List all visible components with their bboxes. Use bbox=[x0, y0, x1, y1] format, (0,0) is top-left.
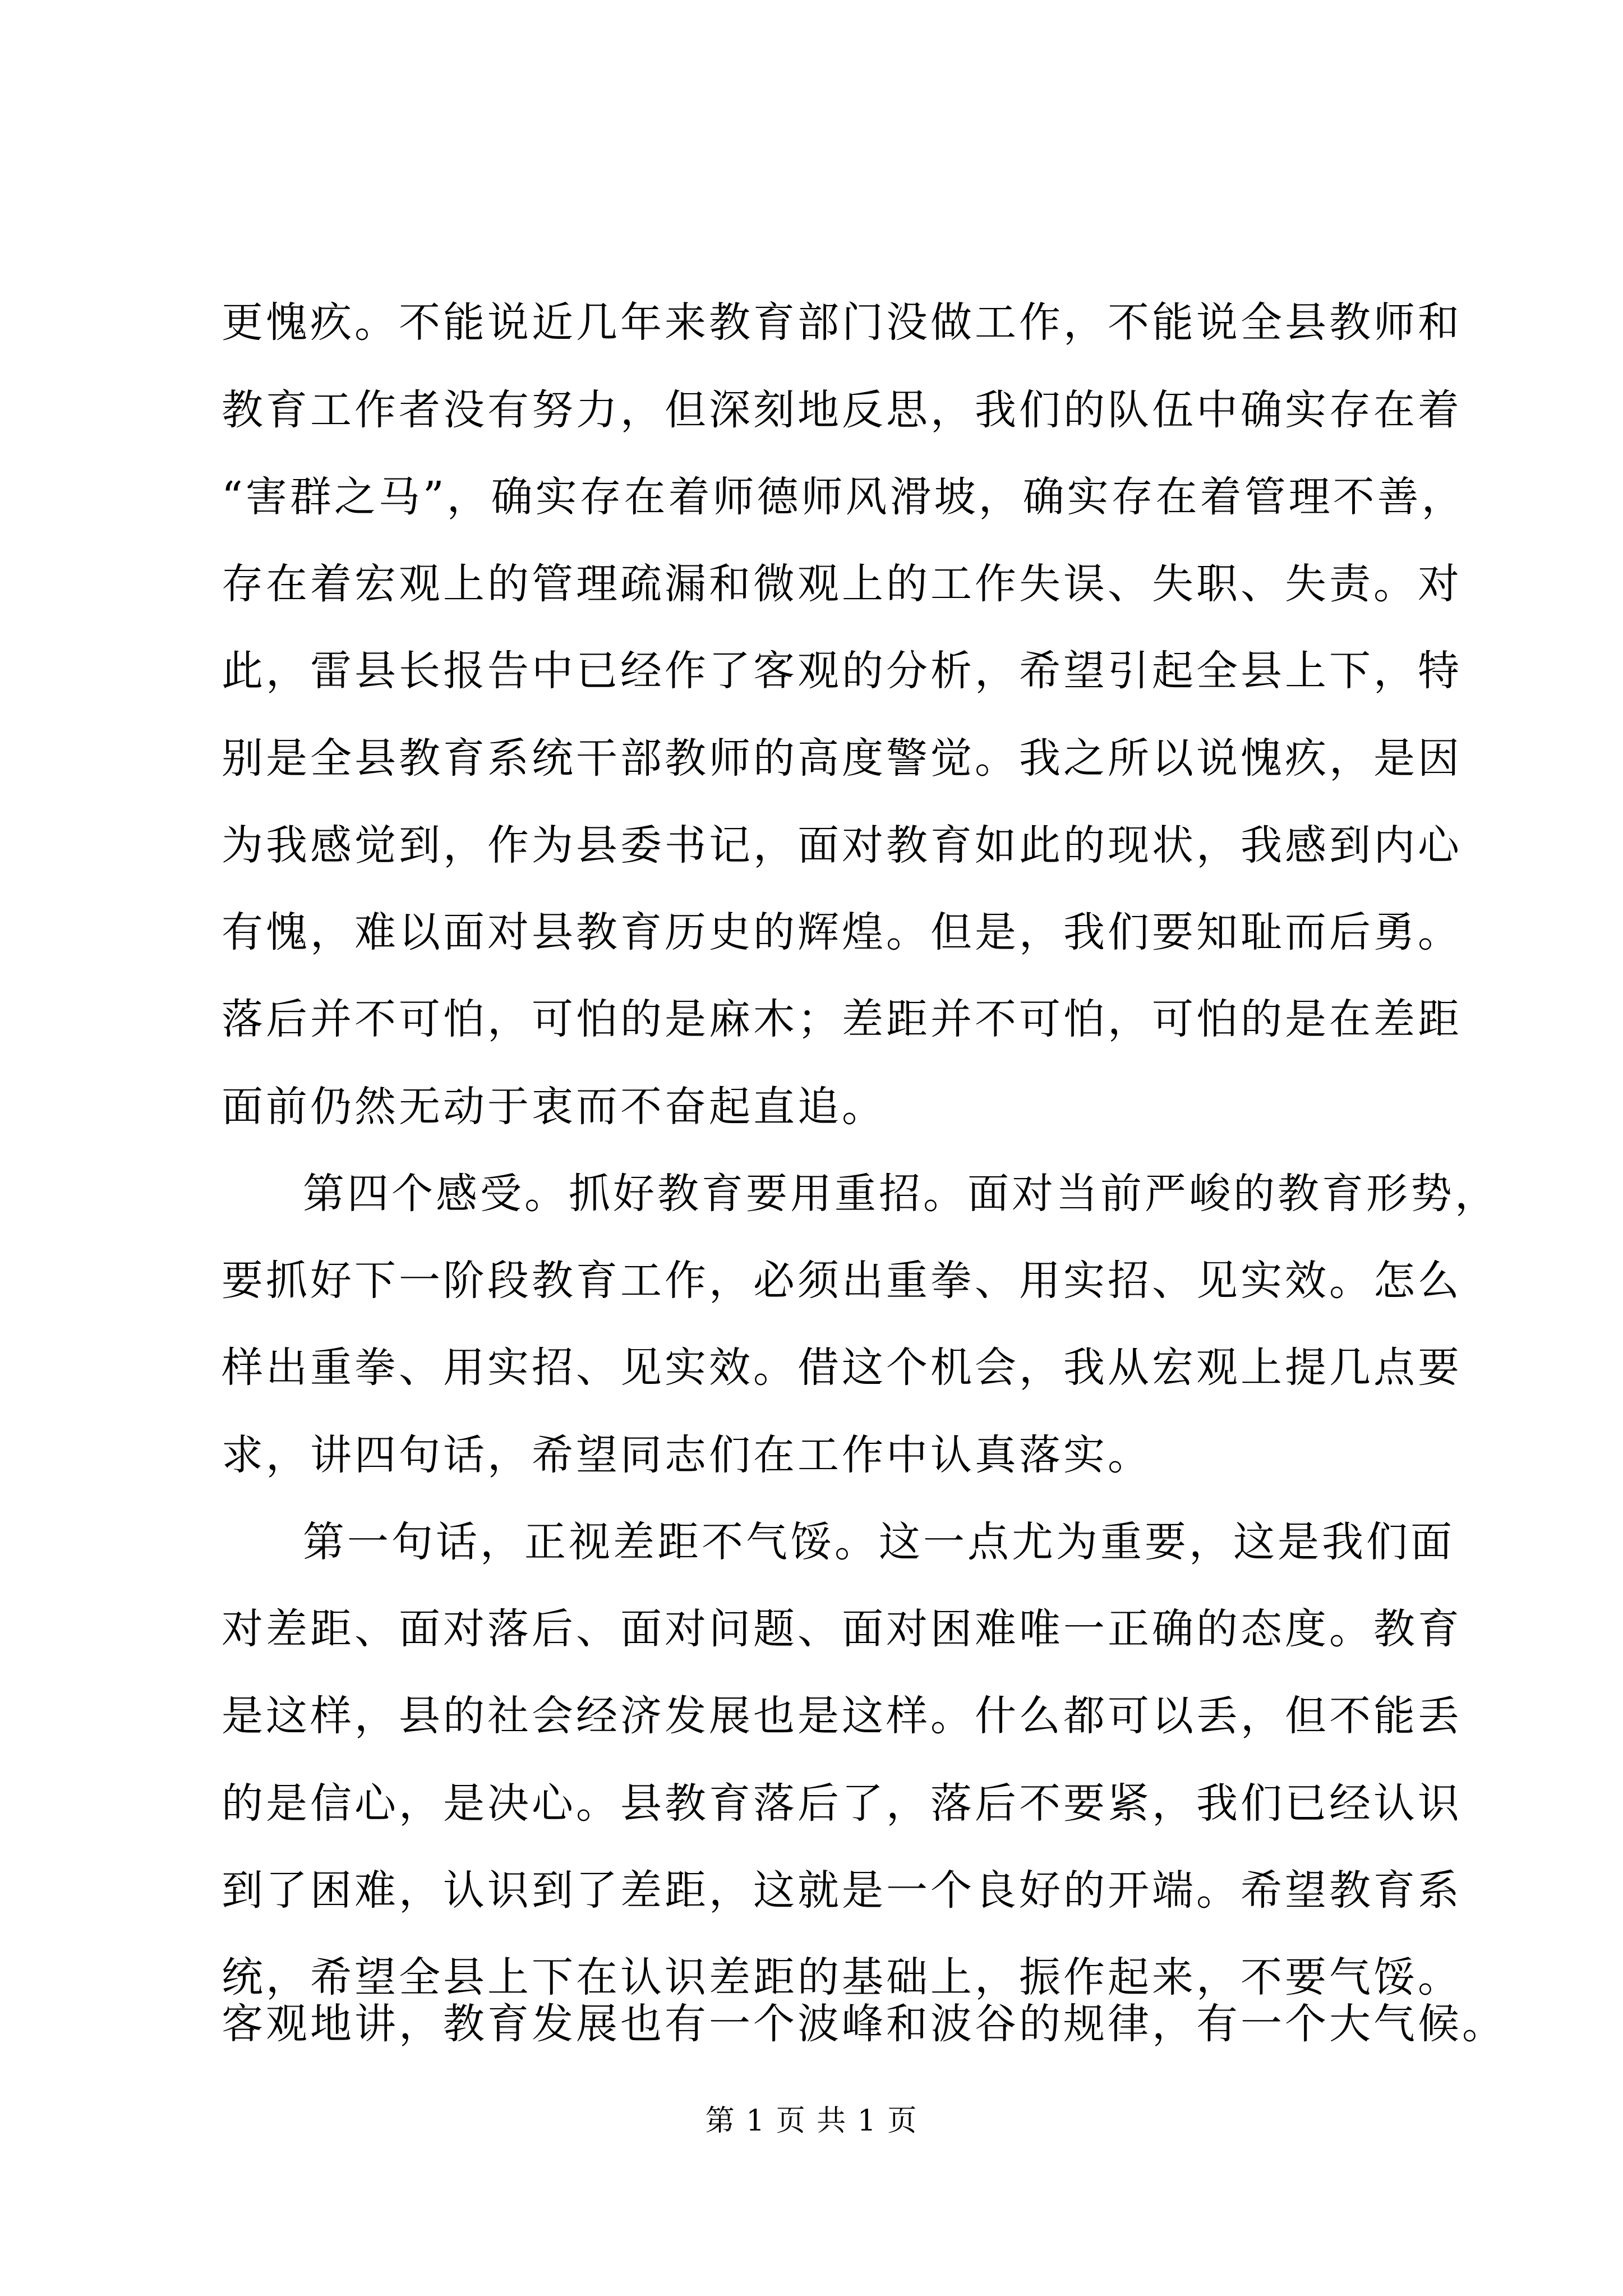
text-line: 面前仍然无动于衷而不奋起直追。 bbox=[222, 1083, 886, 1131]
page-footer: 第 1 页 共 1 页 bbox=[705, 2104, 918, 2138]
text-line: 更愧疚。不能说近几年来教育部门没做工作，不能说全县教师和 bbox=[222, 298, 1462, 347]
text-line: 存在着宏观上的管理疏漏和微观上的工作失误、失职、失责。对 bbox=[222, 560, 1462, 608]
text-line: 要抓好下一阶段教育工作，必须出重拳、用实招、见实效。怎么 bbox=[222, 1257, 1462, 1305]
text-line: “害群之马”，确实存在着师德师风滑坡，确实存在着管理不善， bbox=[222, 473, 1466, 521]
text-line: 教育工作者没有努力，但深刻地反思，我们的队伍中确实存在着 bbox=[222, 386, 1462, 434]
text-line: 样出重拳、用实招、见实效。借这个机会，我从宏观上提几点要 bbox=[222, 1343, 1462, 1392]
text-line: 为我感觉到，作为县委书记，面对教育如此的现状，我感到内心 bbox=[222, 821, 1462, 869]
text-line: 到了困难，认识到了差距，这就是一个良好的开端。希望教育系 bbox=[222, 1866, 1462, 1915]
text-line: 有愧，难以面对县教育历史的辉煌。但是，我们要知耻而后勇。 bbox=[222, 908, 1462, 956]
text-line: 对差距、面对落后、面对问题、面对困难唯一正确的态度。教育 bbox=[222, 1605, 1462, 1653]
text-line: 客观地讲，教育发展也有一个波峰和波谷的规律，有一个大气候。 bbox=[222, 2000, 1506, 2048]
paragraph-first-line: 第四个感受。抓好教育要用重招。面对当前严峻的教育形势， bbox=[303, 1170, 1499, 1218]
text-line: 此，雷县长报告中已经作了客观的分析，希望引起全县上下，特 bbox=[222, 647, 1462, 695]
text-line: 统，希望全县上下在认识差距的基础上，振作起来，不要气馁。 bbox=[222, 1953, 1462, 2001]
text-line: 别是全县教育系统干部教师的高度警觉。我之所以说愧疚，是因 bbox=[222, 734, 1462, 783]
text-line: 是这样，县的社会经济发展也是这样。什么都可以丢，但不能丢 bbox=[222, 1692, 1462, 1740]
text-line: 的是信心，是决心。县教育落后了，落后不要紧，我们已经认识 bbox=[222, 1779, 1462, 1828]
paragraph-first-line: 第一句话，正视差距不气馁。这一点尤为重要，这是我们面 bbox=[303, 1518, 1455, 1566]
text-line: 求，讲四句话，希望同志们在工作中认真落实。 bbox=[222, 1431, 1152, 1479]
text-line: 落后并不可怕，可怕的是麻木；差距并不可怕，可怕的是在差距 bbox=[222, 995, 1462, 1043]
